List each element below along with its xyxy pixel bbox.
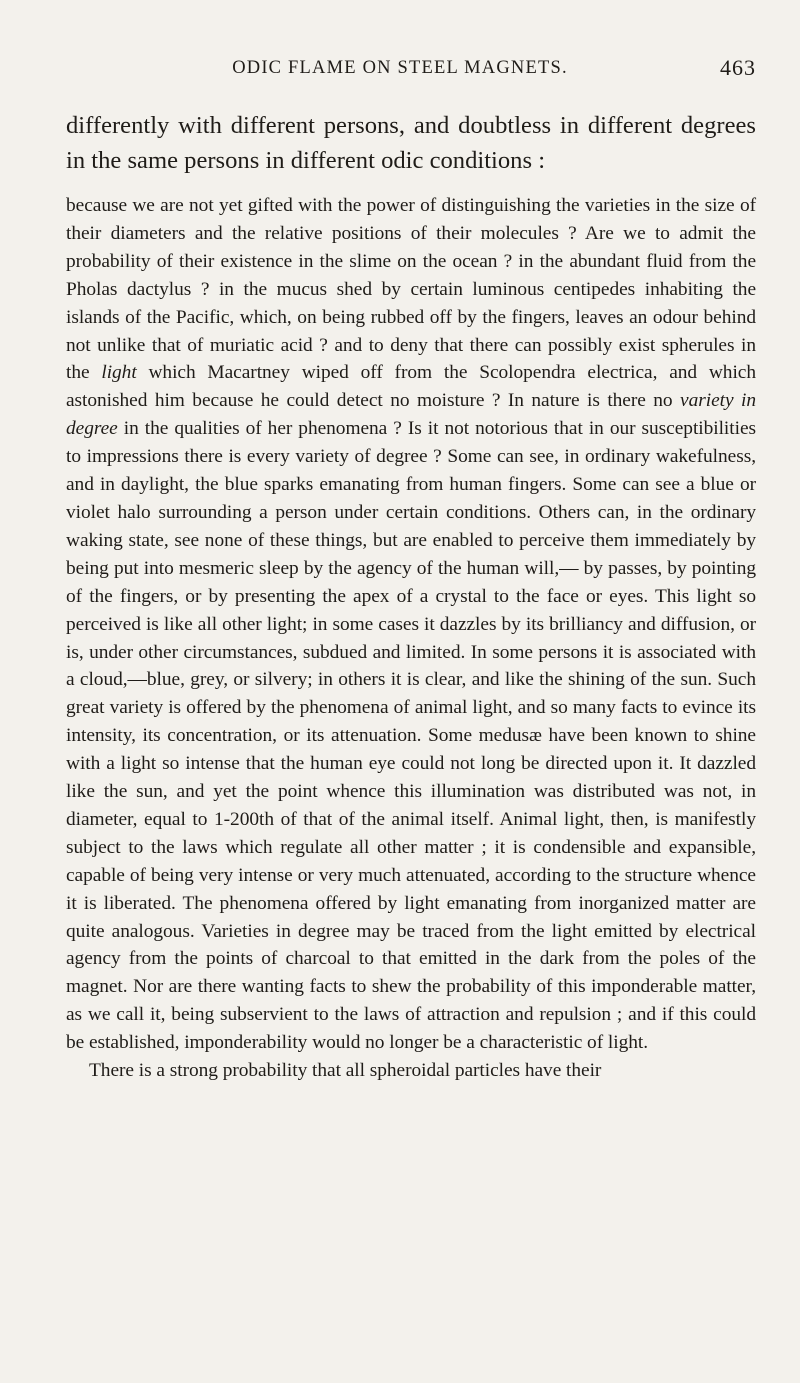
paragraph-1-part-1: because we are not yet gifted with the power of distinguishing the varieties in the size of their diameters and the relative positions of their molecules ? Are we to admit the probability of their existence in the slime on the ocean ? in the abundant fluid from the Pholas dactylus ? in the mucus shed by certain luminous centipedes inhabiting the islands of the Pacific, which, on being rubbed off by the fingers, leaves an odour behind not unlike that of muriatic acid ? and to deny that there can possibly exist spherules in the xyxy=(66,195,756,384)
paragraph-1-part-2: which Macartney wiped off from the Scolopendra electrica, and which astonished him because he could detect no moisture ? In nature is there no xyxy=(66,362,756,412)
lead-paragraph: differently with different persons, and doubtless in different degrees in the same persons in different odic conditions : xyxy=(66,112,756,174)
running-head xyxy=(44,54,756,82)
running-title: ODIC FLAME ON STEEL MAGNETS. xyxy=(232,58,568,78)
paragraph-2: There is a strong probability that all spheroidal particles have their xyxy=(89,1060,602,1082)
body-text xyxy=(66,192,756,1085)
paragraph-1 xyxy=(66,192,756,1057)
paragraph-1-part-3: in the qualities of her phenomena ? Is it not notorious that in our susceptibilities to impressions there is every variety of degree ? Some can see, in ordinary wakefulness, and in daylight, the blue sparks emanating from human fingers. Some can see a blue or violet halo surrounding a person under certain conditions. Others can, in the ordinary waking state, see none of these things, but are enabled to perceive them immediately by being put into mesmeric sleep by the agency of the human will,— by passes, by pointing of the fingers, or by presenting the apex of a crystal to the face or eyes. This light so perceived is like all other light; in some cases it dazzles by its brilliancy and diffusion, or is, under other circumstances, subdued and limited. In some persons it is associated with a cloud,—blue, grey, or silvery; in others it is clear, and like the shining of the sun. Such great variety is offered by the phenomena of animal light, and so many facts to evince its intensity, its concentration, or its attenuation. Some medusæ have been known to shine with a light so intense that the human eye could not long be directed upon it. It dazzled like the sun, and yet the point whence this illumination was distributed was not, in diameter, equal to 1-200th of that of the animal itself. Animal light, then, is manifestly subject to the laws which regulate all other matter ; it is condensible and expansible, capable of being very intense or very much attenuated, according to the structure whence it is liberated. The phenomena offered by light emanating from inorganized matter are quite analogous. Varieties in degree may be traced from the light emitted by electrical agency from the points of charcoal to that emitted in the dark from the poles of the magnet. Nor are there wanting facts to shew the probability of this imponderable matter, as we call it, being subservient to the laws of attraction and repulsion ; and if this could be established, imponderability would no longer be a characteristic of light. xyxy=(66,418,756,1054)
emphasis-variety-in-degree: variety in degree xyxy=(66,390,756,440)
page-number: 463 xyxy=(720,55,756,80)
emphasis-light: light xyxy=(101,362,137,384)
